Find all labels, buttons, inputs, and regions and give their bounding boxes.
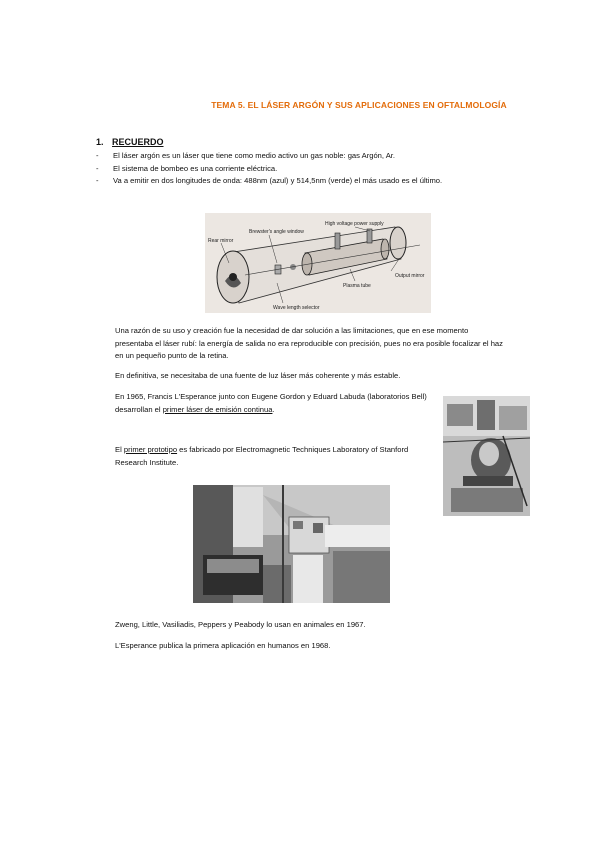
label-high-voltage: High voltage power supply	[325, 221, 384, 227]
paragraph: En definitiva, se necesitaba de una fuente de luz láser más coherente y más estable.	[115, 371, 401, 380]
link-primer-laser: primer láser de emisión continua	[162, 404, 273, 414]
bullet-item: - El láser argón es un láser que tiene como medio activo un gas noble: gas Argón, Ar.	[96, 151, 395, 160]
paragraph: El primer prototipo es fabricado por Electromagnetic Techniques Laboratory of Stanford Research Institute.	[115, 445, 409, 467]
prototype-photo	[193, 485, 390, 603]
label-plasma-tube: Plasma tube	[343, 283, 371, 289]
bullet-item: - El sistema de bombeo es una corriente eléctrica.	[96, 163, 278, 173]
link-primer-prototipo: primer prototipo	[123, 445, 178, 454]
paragraph: En 1965, Francis L'Esperance junto con Eugene Gordon y Eduard Labuda (laboratorios Bell) desarrollan el primer láser de emisión continua.	[115, 392, 427, 414]
diagram-svg	[205, 213, 431, 313]
label-output-mirror: Output mirror	[395, 273, 425, 279]
label-brewster: Brewster's angle window	[249, 229, 304, 235]
paragraph: Una razón de su uso y creación fue la necesidad de dar solución a las limitaciones, que en ese momento presentaba el láser rubí: la energía de salida no era reproducible con precisión, pues no era posible focalizar el haz en un pequeño punto de la retina.	[115, 326, 503, 360]
photo-svg	[443, 396, 530, 516]
paragraph: Zweng, Little, Vasiliadis, Peppers y Peabody lo usan en animales en 1967.	[115, 620, 366, 629]
section-number: 1.	[96, 137, 104, 147]
laser-photo-historic	[443, 396, 530, 516]
section-heading: RECUERDO	[112, 137, 164, 147]
bullet-list	[96, 150, 500, 188]
label-rear-mirror: Rear mirror	[208, 238, 234, 244]
bullet-item: - Va a emitir en dos longitudes de onda: 488nm (azul) y 514,5nm (verde) el más usado es el último.	[96, 176, 443, 185]
paragraph: L'Esperance publica la primera aplicación en humanos en 1968.	[115, 641, 331, 650]
prototype-svg	[193, 485, 390, 603]
document-title: TEMA 5. EL LÁSER ARGÓN Y SUS APLICACIONES EN OFTALMOLOGÍA	[211, 100, 507, 110]
argon-laser-diagram	[205, 213, 431, 313]
label-wave-selector: Wave length selector	[273, 305, 320, 311]
